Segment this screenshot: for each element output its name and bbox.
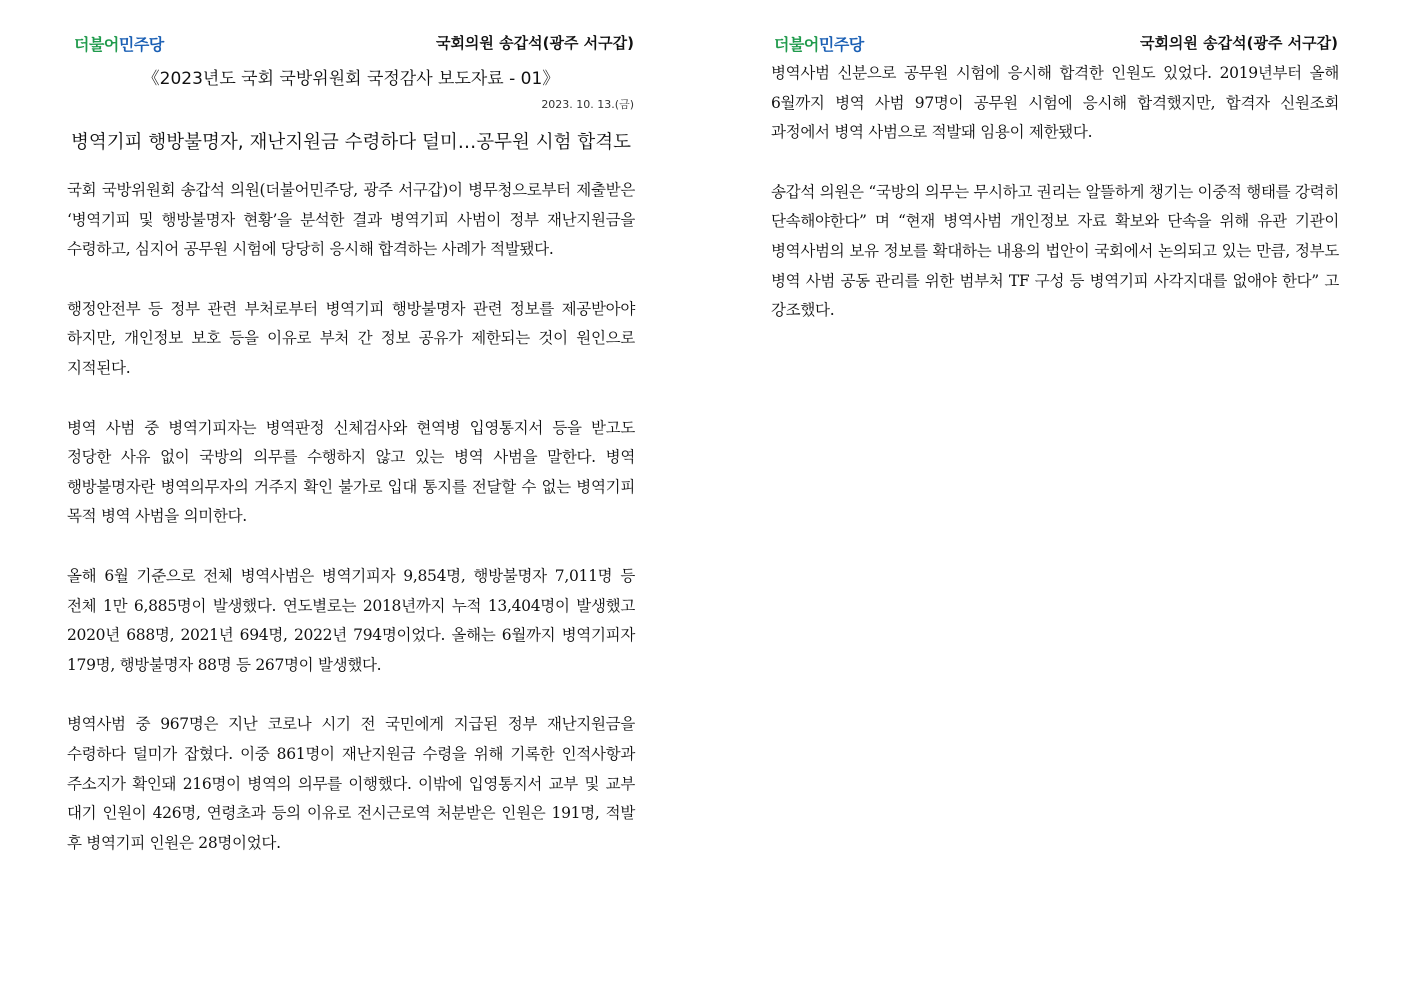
party-logo-blue-text: 민주당 xyxy=(118,35,164,54)
body-text xyxy=(771,59,1339,356)
body-text xyxy=(67,176,635,888)
paragraph: 행정안전부 등 정부 관련 부처로부터 병역기피 행방불명자 관련 정보를 제공받아야 하지만, 개인정보 보호 등을 이유로 부처 간 정보 공유가 제한되는 것이 원인으로 지적된다. xyxy=(67,299,635,377)
release-date: 2023. 10. 13.(금) xyxy=(541,98,634,111)
party-logo-green-text: 더불어 xyxy=(774,35,819,54)
series-title: 《2023년도 국회 국방위원회 국정감사 보도자료 - 01》 xyxy=(142,69,560,89)
member-name: 국회의원 송갑석(광주 서구갑) xyxy=(435,34,634,52)
party-logo xyxy=(74,32,164,55)
paragraph: 송갑석 의원은 “국방의 의무는 무시하고 권리는 알뜰하게 챙기는 이중적 행태를 강력히 단속해야한다” 며 “현재 병역사범 개인정보 자료 확보와 단속을 위해 유관 기관이 병역사범의 보유 정보를 확대하는 내용의 법안이 국회에서 논의되고 있는 만큼, 정부도 병역 사범 공동 관리를 위한 범부처 TF 구성 등 병역기피 사각지대를 없애야 한다” 고 강조했다. xyxy=(771,182,1339,320)
party-logo-green-text: 더불어 xyxy=(74,35,119,54)
member-name: 국회의원 송갑석(광주 서구갑) xyxy=(1139,34,1338,52)
paragraph: 올해 6월 기준으로 전체 병역사범은 병역기피자 9,854명, 행방불명자 7,011명 등 전체 1만 6,885명이 발생했다. 연도별로는 2018년까지 누적 13,404명이 발생했고 2020년 688명, 2021년 694명, 2022년 794명이었다. 올해는 6월까지 병역기피자 179명, 행방불명자 88명 등 267명이 발생했다. xyxy=(67,566,635,674)
paragraph: 병역 사범 중 병역기피자는 병역판정 신체검사와 현역병 입영통지서 등을 받고도 정당한 사유 없이 국방의 의무를 수행하지 않고 있는 병역 사범을 말한다. 병역 행방불명자란 병역의무자의 거주지 확인 불가로 입대 통지를 전달할 수 없는 병역기피 목적 병역 사범을 의미한다. xyxy=(67,418,635,526)
paragraph: 병역사범 신분으로 공무원 시험에 응시해 합격한 인원도 있었다. 2019년부터 올해 6월까지 병역 사범 97명이 공무원 시험에 응시해 합격했지만, 합격자 신원조회 과정에서 병역 사범으로 적발돼 임용이 제한됐다. xyxy=(771,64,1339,142)
press-release-page-2 xyxy=(702,0,1403,992)
paragraph: 국회 국방위원회 송갑석 의원(더불어민주당, 광주 서구갑)이 병무청으로부터 제출받은 ‘병역기피 및 행방불명자 현황’을 분석한 결과 병역기피 사범이 정부 재난지원금을 수령하고, 심지어 공무원 시험에 당당히 응시해 합격하는 사례가 적발됐다. xyxy=(67,181,635,259)
party-logo xyxy=(774,32,864,55)
headline: 병역기피 행방불명자, 재난지원금 수령하다 덜미…공무원 시험 합격도 xyxy=(70,132,632,153)
party-logo-blue-text: 민주당 xyxy=(818,35,864,54)
paragraph: 병역사범 중 967명은 지난 코로나 시기 전 국민에게 지급된 정부 재난지원금을 수령하다 덜미가 잡혔다. 이중 861명이 재난지원금 수령을 위해 기록한 인적사항과 주소지가 확인돼 216명이 병역의 의무를 이행했다. 이밖에 입영통지서 교부 및 교부 대기 인원이 426명, 연령초과 등의 이유로 전시근로역 처분받은 인원은 191명, 적발 후 병역기피 인원은 28명이었다. xyxy=(67,715,635,852)
